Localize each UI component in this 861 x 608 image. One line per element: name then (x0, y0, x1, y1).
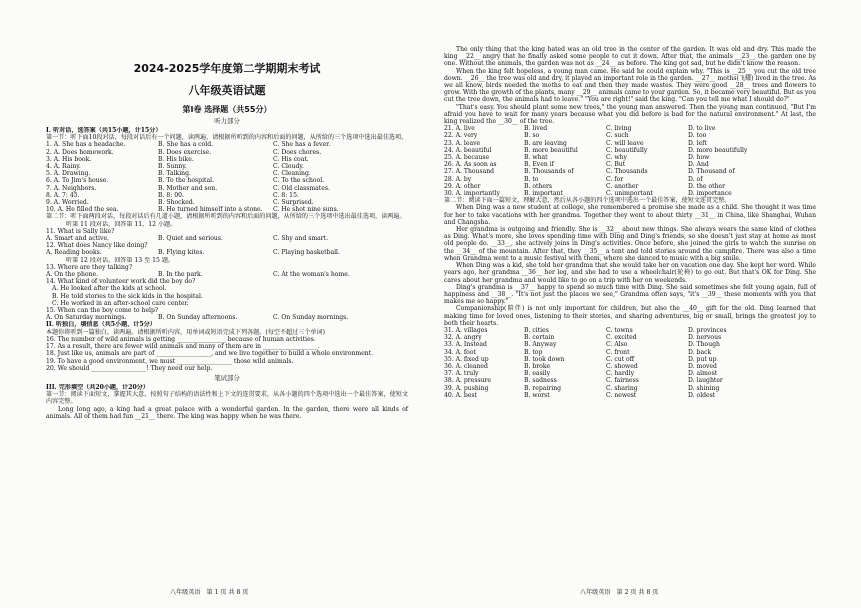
option: C. But (606, 161, 626, 169)
option: B. Sunny. (158, 163, 187, 171)
fill-item: 19. To have a good environment, we must __________________ those wild animals. (46, 357, 294, 365)
section2-intro-reading: 第二节：阅读下面一篇短文，理解大意，然后从各小题的四个选项中选出一个最佳答案，使短文连贯完整。 (444, 197, 731, 205)
passage1-p1: The only thing that the king hated was an old tree in the center of the garden. It was old and dry. This made the king __22__ angry that he finally asked some people to cut it down. After that, the animals __23__ the garden one by one. Without the animals, the garden was not as __24__ as before. The king got sad, but he didn't know the reason. (444, 46, 816, 68)
option: 36. A. cleaned (444, 362, 488, 370)
passage1-start: Long long ago, a king had a great palace with a wonderful garden. In the garden, there were all kinds of animals. All of them had fun __21__ there. The king was happy when he was there. (46, 405, 408, 420)
option-row (444, 385, 816, 392)
option: D. the other (688, 182, 726, 190)
option-row (444, 161, 816, 168)
option: C. Does chores. (273, 148, 322, 156)
option: B. Mother and son. (158, 184, 218, 192)
option: C. for (606, 175, 624, 183)
option: C. cut off (606, 355, 635, 363)
option: C. He worked in an after-school care center. (52, 299, 189, 307)
section1-intro: 第一节：听下面10段对话，每段对话后有一个问题，读两遍，请根据所听到的内容和后面的问题，从所给的三个选项中选出最佳选项。 (46, 134, 408, 142)
option: B. lived (524, 125, 548, 133)
option-row (444, 363, 816, 370)
option: 1. A. She has a headache. (46, 141, 126, 149)
q12: 12. What does Nancy like doing? (46, 242, 148, 250)
option-row (444, 125, 816, 132)
option: D. laughter (688, 377, 723, 385)
option-row (444, 349, 816, 356)
section2-intro2: 本题你将听到一篇独白，读两遍。请根据所听内容，用单词或短语完成下列各题。(每空不超过三个单词) (46, 328, 325, 336)
option: B. Shocked. (158, 199, 195, 207)
option: 32. A. angry (444, 334, 482, 342)
option: C. To the school. (273, 177, 325, 185)
option: B. took down (524, 355, 565, 363)
option: D. nervous (688, 334, 722, 342)
option: D. almost (688, 370, 718, 378)
passage2-p4: Ding's grandma is __37__ happy to spend so much time with Ding. She said sometimes she felt young again, full of happiness and __38__. "It's not just the places we see," Grandma often says, "it's __39__ these moments with you that makes me so happy." (444, 283, 816, 306)
option: B. repairing (524, 384, 562, 392)
q15-options (46, 314, 408, 321)
option: B. others (524, 182, 553, 190)
option: 26. A. As soon as (444, 161, 497, 169)
option: 31. A. villages (444, 326, 488, 334)
option: C. Cloudy. (273, 163, 304, 171)
option: 2. A. Does homework. (46, 148, 114, 156)
option: B. She has a cold. (158, 141, 214, 149)
option: D. of (688, 175, 703, 183)
option: B. worst (524, 391, 550, 399)
option: 27. A. Thousand (444, 168, 495, 176)
option: B. broke (524, 362, 551, 370)
page-1 (0, 0, 420, 608)
option-row (444, 147, 816, 154)
option: C. Also (606, 341, 628, 349)
exam-title: 2024-2025学年度第二学期期末考试 (133, 62, 321, 75)
option: 38. A. pressure (444, 377, 492, 385)
options-31-40 (444, 327, 816, 399)
option: A. On the phone. (46, 271, 99, 279)
option-row (444, 140, 816, 147)
option: D. Thousand of (688, 168, 735, 176)
option: 7. A. Neighbors. (46, 184, 97, 192)
option: C. showed (606, 362, 638, 370)
option: 28. A. by (444, 175, 472, 183)
option: D. too (688, 132, 707, 140)
option: D. shining (688, 384, 720, 392)
question-row (46, 199, 408, 206)
option: 34. A. foot (444, 348, 476, 356)
question-row (46, 141, 408, 148)
option: D. how (688, 154, 710, 162)
option: B. cities (524, 326, 549, 334)
option: C. sharing (606, 384, 638, 392)
fill-items (46, 336, 408, 372)
option-row (444, 370, 816, 377)
option: A. On Saturday mornings. (46, 314, 127, 322)
option: A. He looked after the kids at school. (52, 285, 167, 293)
option: C. hardly (606, 370, 635, 378)
fill-item: 18. Just like us, animals are part of __________________, and we live together to build a whole environment. (46, 350, 374, 358)
option-row (444, 327, 816, 334)
subject-title: 八年级英语试题 (188, 84, 266, 97)
option-row (444, 154, 816, 161)
option: B. Quiet and serious. (158, 235, 223, 243)
option: 37. A. truly (444, 370, 479, 378)
part1-title: 第Ⅰ卷 选择题（共55分） (182, 105, 272, 114)
q15: 15. When can the boy come to help? (46, 307, 159, 315)
option: C. Playing basketball. (273, 249, 340, 257)
option: B. top (524, 348, 543, 356)
option: D. moved (688, 362, 717, 370)
option: C. At the woman's home. (273, 271, 350, 279)
cloze-intro: 第一节：阅读下面短文，掌握其大意，按照句子结构的语法性和上下文的连贯要求，从各小题的四个选项中选出一个最佳答案，使短文内容完整。 (46, 391, 408, 406)
option: B. are leaving (524, 139, 567, 147)
question-row (46, 177, 408, 184)
passage2-p5: Companionship(陪伴) is not only important for children, but also the __40__ gift for the old. Ding learned that making time for loved ones, listening to their stories, and sharing adventures, big or small, brings the greatest joy to both their hearts. (444, 305, 816, 327)
option: C. Old classmates. (273, 184, 330, 192)
option: B. On Sunday afternoons. (158, 314, 238, 322)
option: C. such (606, 132, 629, 140)
option-row (444, 392, 816, 399)
question-row (46, 163, 408, 170)
option-row (444, 334, 816, 341)
option: B. to (524, 175, 539, 183)
option: 10. A. He filled the sea. (46, 206, 119, 214)
footer-right: 八年级英语 第 2 页 共 8 页 (580, 589, 659, 596)
option: C. newest (606, 391, 637, 399)
dialog13-note: 听第 12 段对话，回答第 13 至 15 题。 (66, 256, 175, 264)
option: B. He told stories to the sick kids in the hospital. (52, 292, 203, 300)
option: 40. A. best (444, 391, 477, 399)
option: D. to live (688, 125, 716, 133)
option-row (444, 183, 816, 190)
option-row (444, 132, 816, 139)
option: B. Even if (524, 161, 554, 169)
written-title: 笔试部分 (214, 373, 240, 382)
option: C. unimportant (606, 190, 653, 198)
option: D. Though (688, 341, 720, 349)
option: C. fairness (606, 377, 639, 385)
q11-options (46, 235, 408, 242)
option: 6. A. To Jim's house. (46, 177, 109, 185)
option: D. importance (688, 190, 732, 198)
option: 33. A. Instead (444, 341, 487, 349)
option: A. Smart and active. (46, 235, 109, 243)
option: B. Thousands of (524, 168, 574, 176)
option: B. so (524, 132, 540, 140)
q12-options (46, 249, 408, 256)
option: C. excited (606, 334, 637, 342)
question-row (46, 170, 408, 177)
fill-item: 20. We should __________________! They need our help. (46, 364, 213, 372)
passage2-p2: Her grandma is outgoing and friendly. She is __32__ about new things. She always wears the same kind of clothes as Ding. What's more, she loves spending time with Ding and Ding's friends, so she doesn't just stay at home as most old people do. __33__, she actively joins in Ding's activities. Once before, she joined the girls to watch the sunrise on the __34__ of the mountain. After that, they __35__ a tent and told stories around the campfire. There was also a time when Grandma went to a music festival with them, where she danced to music with a big smile. (444, 226, 816, 262)
option: 29. A. other (444, 182, 481, 190)
option: 39. A. pushing (444, 384, 489, 392)
option: D. left (688, 139, 707, 147)
option: C. His coat. (273, 155, 309, 163)
q14: 14. What kind of volunteer work did the boy do? (46, 278, 196, 286)
option: C. Cleaning. (273, 170, 311, 178)
passage2-p3: When Ding was a kid, she told her grandma that she would take her on vacation one day. She kept her word. While years ago, her grandma __36__ her leg, and she had to use a wheelchair(轮椅) to go out. But that's OK for Ding. She cares about her grandma and would like to go on a trip with her on weekends. (444, 262, 816, 284)
section2-intro: 第二节：听下面两段对话，每段对话后有几道小题，请根据所听到的内容和后面的问题，从所给的三个选项中选出最佳选项，读两遍。 (46, 213, 406, 221)
option: 30. A. importantly (444, 190, 500, 198)
option: 8. A. 7: 45. (46, 191, 80, 199)
option: C. living (606, 125, 632, 133)
question-row (46, 185, 408, 192)
option: B. Talking. (158, 170, 191, 178)
option: 21. A. live (444, 125, 475, 133)
option: C. He shot nine suns. (273, 206, 339, 214)
question-row (46, 156, 408, 163)
q13: 13. Where are they talking? (46, 263, 133, 271)
option: C. towns (606, 326, 633, 334)
option: B. certain (524, 334, 555, 342)
option: D. And (688, 161, 709, 169)
option: B. In the park. (158, 271, 203, 279)
section2-title: II. 听独白，填信息（共5小题，计5分） (46, 321, 156, 329)
question-row (46, 149, 408, 156)
option: C. Surprised. (273, 199, 314, 207)
option: C. On Sunday mornings. (273, 314, 349, 322)
option-row (444, 341, 816, 348)
option: B. To the hospital. (158, 177, 215, 185)
option: 25. A. because (444, 154, 490, 162)
listening-items-1 (46, 141, 408, 213)
passage2-p1: When Ding was a new student at college, she remembered a promise she made as a child. She thought it was time for her to take vacations with her grandma. Together they went to about thirty __31__ in China, like Shanghai, Wuhan and Changsha. (444, 204, 816, 226)
option: B. Flying kites. (158, 249, 205, 257)
option: B. Anyway (524, 341, 557, 349)
option: B. sadness (524, 377, 557, 385)
option: B. easily (524, 370, 551, 378)
option: C. She has a fever. (273, 141, 331, 149)
option: 24. A. beautiful (444, 146, 492, 154)
option: 23. A. leave (444, 139, 481, 147)
passage1-p2: When the king felt hopeless, a young man came. He said he could explain why. "This is __25__ you cut the old tree down. __26__ the tree was old and dry, it played an important role in the garden. __27__ moths(飞蛾) lived in the tree. As we all know, birds needed the moths to eat and then they made wastes. They were good __28__ trees and flowers to grow. With the growth of the plants, many __29__ animals came to your garden. So, it became very beautiful. But as you cut the tree down, the animals had to leave." "You are right!" said the king. "Can you tell me what I should do?" (444, 67, 816, 104)
option: B. He turned himself into a stone. (158, 206, 263, 214)
dialog11-note: 听第 11 段对话，回答第 11、12 小题。 (66, 220, 177, 228)
option: B. His bike. (158, 155, 194, 163)
option: B. 8: 00. (158, 191, 184, 199)
option: C. 8: 15. (273, 191, 299, 199)
option-row (444, 176, 816, 183)
option: 22. A. very (444, 132, 478, 140)
option: 3. A. His book. (46, 155, 92, 163)
page-2 (430, 0, 850, 608)
option: C. another (606, 182, 639, 190)
options-21-30 (444, 125, 816, 197)
option: C. why (606, 154, 627, 162)
option: B. important (524, 190, 564, 198)
section1-title: I. 听对话，选答案（共15小题，计15分） (46, 127, 162, 134)
passage1-p3: "That's easy. You should plant some new trees," the young man answered. Then the young man continued, "But I'm afraid you have to wait for many years because what you did before is bad for the natural environment." At last, the king realized the __30__ of the tree. (444, 103, 816, 126)
option: 4. A. Rainy. (46, 163, 81, 171)
footer-left: 八年级英语 第 1 页 共 8 页 (170, 589, 249, 596)
q11: 11. What is Sally like? (46, 227, 115, 235)
option: C. beautifully (606, 146, 648, 154)
option: D. back (688, 348, 712, 356)
option-row (444, 356, 816, 363)
q13-options (46, 271, 408, 278)
option: B. Does exercise. (158, 148, 212, 156)
option: A. Reading books. (46, 249, 102, 257)
option: C. Thousands (606, 168, 648, 176)
option-row (444, 168, 816, 175)
option: D. oldest (688, 391, 716, 399)
option: 35. A. fixed up (444, 355, 489, 363)
option: D. provinces (688, 326, 727, 334)
option: D. put up (688, 355, 717, 363)
option: C. will leave (606, 139, 644, 147)
option: 5. A. Drawing. (46, 170, 91, 178)
question-row (46, 192, 408, 199)
cloze-title: III. 完形填空（共20小题，计20分） (46, 383, 149, 391)
option: 9. A. Worried. (46, 199, 89, 207)
option-row (444, 377, 816, 384)
option: C. Shy and smart. (273, 235, 329, 243)
fill-item: 16. The number of wild animals is getting ________________ because of human activities. (46, 335, 316, 343)
option: B. more beautiful (524, 146, 578, 154)
option: C. front (606, 348, 630, 356)
fill-item: 17. As a result, there are fewer wild animals and many of them are in __________________. (46, 343, 320, 351)
listening-title: 听力部分 (214, 117, 240, 125)
option: B. what (524, 154, 548, 162)
option: D. more beautifully (688, 146, 748, 154)
